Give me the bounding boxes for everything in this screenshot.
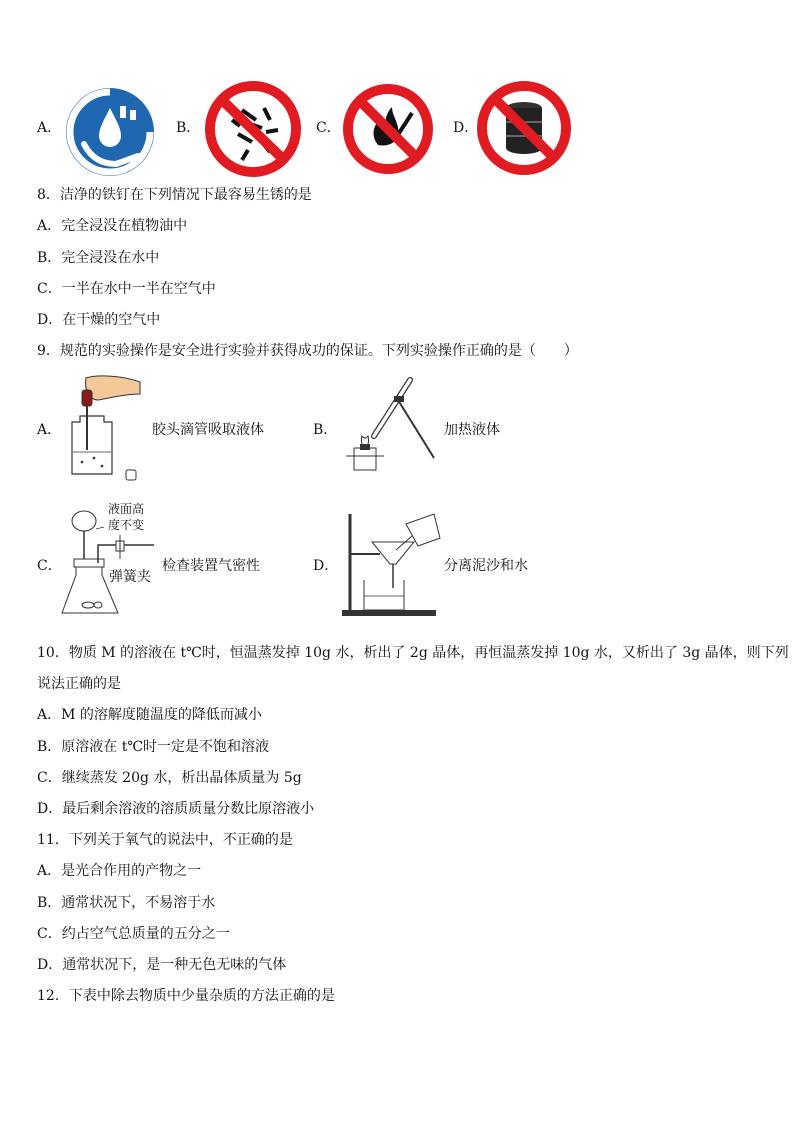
q8-option-c: C．一半在水中一半在空气中	[37, 281, 216, 297]
no-fireworks-icon	[204, 80, 302, 178]
q9-option-a-letter: A．	[37, 422, 62, 438]
q10-option-a: A．M 的溶解度随温度的降低而减小	[37, 707, 262, 723]
q9-option-b-letter: B．	[313, 422, 338, 438]
q9-option-c-label-1: 液面高	[108, 502, 145, 516]
q9-stem: 9．规范的实验操作是安全进行实验并获得成功的保证。下列实验操作正确的是（ ）	[37, 343, 578, 359]
water-saving-icon	[64, 86, 156, 178]
q10-stem-line-2: 说法正确的是	[37, 676, 121, 692]
q12-stem: 12．下表中除去物质中少量杂质的方法正确的是	[37, 988, 335, 1004]
air-tightness-figure	[58, 505, 158, 623]
q11-stem: 11．下列关于氧气的说法中，不正确的是	[37, 832, 293, 848]
q7-option-c-letter: C．	[316, 120, 341, 136]
q9-option-c-caption: 检查装置气密性	[162, 558, 260, 574]
q9-option-c-label-2: 度不变	[108, 518, 145, 532]
q11-option-b: B．通常状况下，不易溶于水	[37, 895, 216, 911]
q10-option-c: C．继续蒸发 20g 水，析出晶体质量为 5g	[37, 770, 302, 786]
q9-option-c-letter: C．	[37, 558, 62, 574]
q9-option-b-caption: 加热液体	[444, 422, 500, 438]
heating-liquid-figure	[338, 370, 438, 480]
q10-option-b: B．原溶液在 t℃时一定是不饱和溶液	[37, 739, 270, 755]
q8-option-a: A．完全浸没在植物油中	[37, 218, 188, 234]
q8-stem: 8．洁净的铁钉在下列情况下最容易生锈的是	[37, 187, 312, 203]
q8-option-d: D．在干燥的空气中	[37, 312, 161, 328]
q10-option-d: D．最后剩余溶液的溶质质量分数比原溶液小	[37, 801, 315, 817]
filtration-figure	[340, 512, 446, 620]
q11-option-a: A．是光合作用的产物之一	[37, 863, 202, 879]
q8-option-b: B．完全浸没在水中	[37, 250, 160, 266]
no-fire-icon	[342, 83, 434, 175]
q9-option-d-letter: D．	[313, 558, 339, 574]
q7-option-b-letter: B．	[176, 120, 201, 136]
q11-option-d: D．通常状况下，是一种无色无味的气体	[37, 957, 287, 973]
no-oil-barrel-icon	[476, 80, 572, 176]
q9-option-a-caption: 胶头滴管吸取液体	[152, 422, 264, 438]
q10-stem-line-1: 10．物质 M 的溶液在 t℃时，恒温蒸发掉 10g 水，析出了 2g 晶体，再恒温蒸发掉 10g 水，又析出了 3g 晶体，则下列	[37, 645, 789, 661]
q7-option-a-letter: A．	[37, 120, 62, 136]
q7-option-d-letter: D．	[453, 120, 479, 136]
q11-option-c: C．约占空气总质量的五分之一	[37, 926, 230, 942]
q9-option-d-caption: 分离泥沙和水	[444, 558, 528, 574]
q9-option-c-clip-label: 弹簧夹	[109, 569, 151, 585]
dropper-figure	[64, 372, 148, 482]
